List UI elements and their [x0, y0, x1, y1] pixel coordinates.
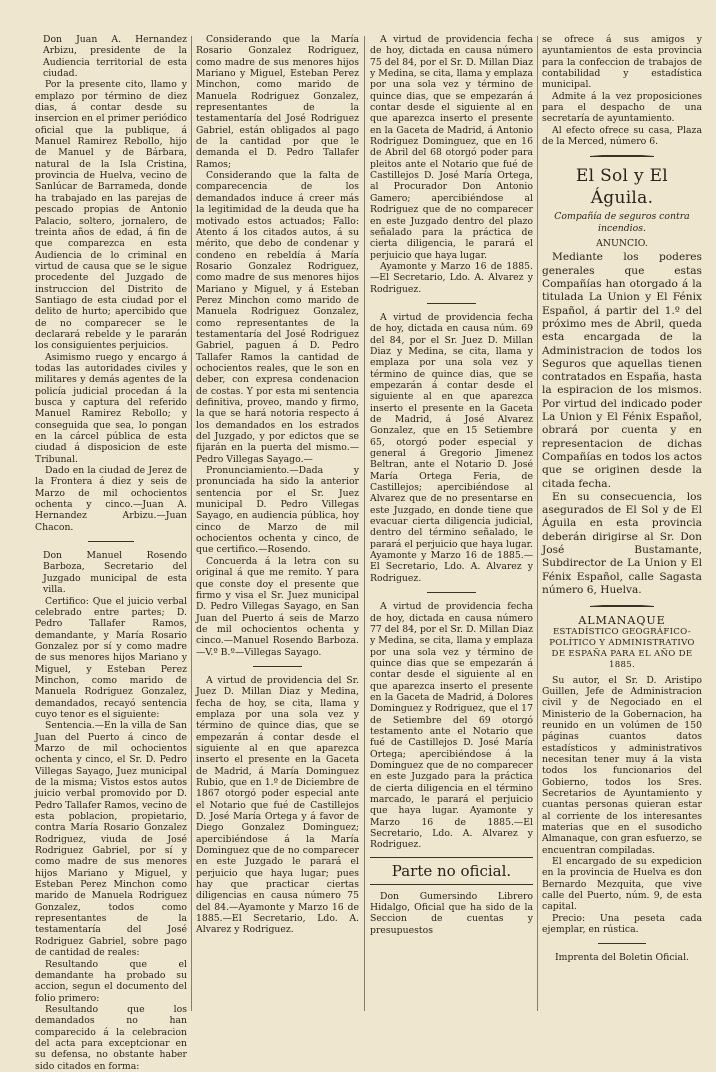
- paragraph: Don Gumersindo Librero Hidalgo, Oficial que ha sido de la Seccion de cuentas y presupuestos: [370, 890, 533, 936]
- column-4: [542, 34, 702, 1016]
- paragraph: Sentencia.—En la villa de San Juan del Puerto á cinco de Marzo de mil ochocientos ochenta y cinco, el Sr. D. Pedro Villegas Sayago, Juez municipal de la misma; Vistos estos autos juicio verbal promovido por D. Pedro Tallafer Ramos, vecino de esta poblacion, propietario, contra María Rosario Gonzalez Rodriguez, viuda de José Rodriguez Gabriel, por sí y como madre de sus menores hijos Mariano y Miguel, y Esteban Perez Minchon como marido de Manuela Rodriguez Gonzalez, todos como representantes de la testamentaría del José Rodriguez Gabriel, sobre pago de cantidad de reales:: [35, 720, 187, 959]
- section-title-parte-no-oficial: Parte no oficial.: [370, 857, 533, 885]
- paragraph: Considerando que la falta de comparecencia de los demandados induce á creer más la legitimidad de la deuda que ha motivado estos actuados; Fallo: Atento á los citados autos, á su mérito, que debo de condenar y condeno en rebeldía á María Rosario Gonzalez Rodriguez, como madre de sus menores hijos Mariano y Miguel, y á Esteban Perez Minchon como marido de Manuela Rodriguez Gonzalez, como representantes de la testamentaría del José Rodriguez Gabriel, paguen á D. Pedro Tallafer Ramos la cantidad de ochocientos reales, que le son en deber, con expresa condenacion de costas. Y por esta mi sentencia definitiva, proveo, mando y firmo, la que se hará notoria respecto á los demandados en los estrados del Juzgado, y por edictos que se fijarán en la puerta del mismo.—Pedro Villegas Sayago.—: [196, 170, 359, 465]
- paragraph: Precio: Una peseta cada ejemplar, en rústica.: [542, 912, 702, 936]
- paragraph: Admite á la vez proposiciones para el despacho de una secretaría de ayuntamiento.: [542, 90, 702, 125]
- almanac-subtitle: ESTADÍSTICO GEOGRÁFICO-POLÍTICO Y ADMINISTRATIVO DE ESPAÑA PARA EL AÑO DE 1885.: [549, 626, 695, 670]
- column-1: [35, 34, 187, 1072]
- paragraph: A virtud de providencia fecha de hoy, dictada en causa núm. 69 del 84, por el Sr. Juez D. Millan Diaz y Medina, se cita, llama y emplaza por una sola vez y término de quince dias, que se empezarán á contar desde el siguiente al en que aparezca inserto el presente en la Gaceta de Madrid, á José Alvarez Gonzalez, que en 15 Setiembre 65, otorgó poder especial y general á Gregorio Jimenez Beltran, ante el Notario D. José María Ortega Feria, de Castillejos; apercibiéndose al Alvarez que de no presentarse en este Juzgado, en donde tiene que evacuar cierta diligencia judicial, dentro del término señalado, le parará el perjuicio que haya lugar. Ayamonte y Marzo 16 de 1885.—El Secretario, Ldo. A. Alvarez y Rodriguez.: [370, 311, 533, 584]
- paragraph: Al efecto ofrece su casa, Plaza de la Merced, número 6.: [542, 124, 702, 148]
- edict-heading: Don Juan A. Hernandez Arbizu, presidente de la Audiencia territorial de esta ciudad.: [43, 34, 187, 80]
- column-rule: [364, 36, 365, 1011]
- paragraph: Certifico: Que el juicio verbal celebrado entre partes; D. Pedro Tallafer Ramos, demandante, y María Rosario Gonzalez por sí y como madre de sus menores hijos Mariano y Miguel, y Esteban Perez Minchon, como marido de Manuela Rodriguez Gonzalez, demandados, recayó sentencia cuyo tenor es el siguiente:: [35, 595, 187, 720]
- ad-paragraph: Mediante los poderes generales que estas Compañías han otorgado á la titulada La Union y El Fénix Español, á partir del 1.º del próximo mes de Abril, queda esta encargada de la Administracion de todos los Seguros que aquellas tienen contratados en España, hasta la espiracion de los mismos. Por virtud del indicado poder La Union y El Fénix Español, obrará por cuenta y en representacion de dichas Compañías en todos los actos que se originen desde la citada fecha.: [542, 251, 702, 490]
- paragraph: Su autor, el Sr. D. Aristipo Guillen, Jefe de Administracion civil y de Negociado en el Ministerio de la Gobernacion, ha reunido en un volúmen de 150 páginas cuantos datos estadísticos y administrativos necesitan tener muy á la vista todos los funcionarios del Gobierno, todos los Sres. Secretarios de Ayuntamiento y cuantas personas quieran estar al corriente de los interesantes materias que en el susodicho Almanaque, con gran esfuerzo, se encuentran compiladas.: [542, 674, 702, 856]
- column-3: [370, 34, 533, 1016]
- separator: [590, 155, 654, 157]
- printer-imprint: Imprenta del Boletin Oficial.: [554, 952, 690, 964]
- column-2: [196, 34, 359, 1016]
- separator: [253, 666, 302, 667]
- paragraph: Pronunciamiento.—Dada y pronunciada ha sido la anterior sentencia por el Sr. Juez municipal D. Pedro Villegas Sayago, en audiencia pública, hoy cinco de Marzo de mil ochocientos ochenta y cinco, de que certifico.—Rosendo.: [196, 465, 359, 556]
- paragraph: A virtud de providencia fecha de hoy, dictada en causa número 77 del 84, por el Sr. D. Millan Diaz y Medina, se cita, llama y emplaza por una sola vez y término de quince dias que se empezarán á contar desde el siguiente al en que aparezca inserto el presente en la Gaceta de Madrid, á Dolores Dominguez y Rodriguez, que el 17 de Setiembre del 69 otorgó testamento ante el Notario que fué de Castillejos D. José María Ortega; apercibiéndose á la Dominguez que de no comparecer en este Juzgado para la práctica de cierta diligencia en el término marcado, le parará el perjuicio que haya lugar. Ayamonte y Marzo 16 de 1885.—El Secretario, Ldo. A. Alvarez y Rodriguez.: [370, 601, 533, 851]
- ad-subtitle: Compañía de seguros contra incendios.: [554, 211, 690, 234]
- paragraph: se ofrece á sus amigos y ayuntamientos de esta provincia para la confeccion de trabajos de contabilidad y estadística municipal.: [542, 34, 702, 91]
- paragraph: Considerando que la María Rosario Gonzalez Rodriguez, como madre de sus menores hijos Mariano y Miguel, Esteban Perez Minchon, como marido de Manuela Rodriguez Gonzalez, representantes de la testamentaría del José Rodriguez Gabriel, están obligados al pago de la cantidad por que le demanda el D. Pedro Tallafer Ramos;: [196, 34, 359, 170]
- paragraph: Concuerda á la letra con su original á que me remito. Y para que conste doy el presente que firmo y visa el Sr. Juez municipal D. Pedro Villegas Sayago, en San Juan del Puerto á seis de Marzo de mil ochocientos ochenta y cinco.—Manuel Rosendo Barboza.—V.º B.º—Villegas Sayago.: [196, 555, 359, 658]
- almanac-title: ALMANAQUE: [578, 614, 666, 628]
- separator: [427, 592, 476, 593]
- paragraph: Dado en la ciudad de Jerez de la Frontera á diez y seis de Marzo de mil ochocientos ochenta y cinco.—Juan A. Hernandez Arbizu.—Juan Chacon.: [35, 465, 187, 533]
- paragraph: Ayamonte y Marzo 16 de 1885.—El Secretario, Ldo. A. Alvarez y Rodriguez.: [370, 260, 533, 295]
- paragraph: A virtud de providencia del Sr. Juez D. Millan Diaz y Medina, fecha de hoy, se cita, llama y emplaza por una sola vez y término de quince dias, que se empezarán á contar desde el siguiente al en que aparezca inserto el presente en la Gaceta de Madrid, á María Dominguez Rubio, que en 1.º de Diciembre de 1867 otorgó poder especial ante el Notario que fué de Castillejos D. José María Ortega y á favor de Diego Gonzalez Dominguez; apercibiéndose á la María Dominguez que de no comparecer en este Juzgado le parará el perjuicio que haya lugar; pues hay que practicar ciertas diligencias en causa número 75 del 84.—Ayamonte y Marzo 16 de 1885.—El Secretario, Ldo. A. Alvarez y Rodriguez.: [196, 674, 359, 936]
- ad-paragraph: En su consecuencia, los asegurados de El Sol y de El Águila en esta provincia deberán dirigirse al Sr. Don José Bustamante, Subdirector de La Union y El Fénix Español, calle Sagasta número 6, Huelva.: [542, 490, 702, 596]
- separator: [598, 943, 646, 944]
- paragraph: Asimismo ruego y encargo á todas las autoridades civiles y militares y demás agentes de la policía judicial procedan á la busca y captura del referido Manuel Ramirez Rebollo; y conseguida que sea, lo pongan en la cárcel pública de esta ciudad á disposicion de este Tribunal.: [35, 351, 187, 465]
- paragraph: Por la presente cito, llamo y emplazo por término de diez dias, á contar desde su insercion en el primer periódico oficial que la publique, á Manuel Ramirez Rebollo, hijo de Manuel y de Bárbara, natural de la Isla Cristina, provincia de Huelva, vecino de Sanlúcar de Barrameda, donde ha trabajado en las parejas de pescado propias de Antonio Palacio, soltero, jornalero, de treinta años de edad, á fin de que comparezca en esta Audiencia de lo criminal en virtud de causa que se le sigue procedente del Juzgado de instruccion del Distrito de Santiago de esta ciudad por el delito de hurto; apercibido que de no comparecer se le declarará rebelde y le pararán los consiguientes perjuicios.: [35, 79, 187, 352]
- ad-heading: ANUNCIO.: [596, 238, 648, 250]
- ad-title: El Sol y El Águila.: [575, 166, 669, 209]
- paragraph: Resultando que el demandante ha probado su accion, segun el documento del folio primero:: [35, 958, 187, 1004]
- separator: [88, 541, 134, 542]
- column-rule: [191, 36, 192, 1011]
- paragraph: A virtud de providencia fecha de hoy, dictada en causa número 75 del 84, por el Sr. D. Millan Diaz y Medina, se cita, llama y emplaza por una sola vez y término de quince dias, que se empezarán á contar desde el siguiente al en que aparezca inserto el presente en la Gaceta de Madrid, á Antonio Rodriguez Dominguez, que en 16 de Abril del 68 otorgó poder para pleitos ante el Notario que fué de Castillejos D. José María Ortega, al Procurador Don Antonio Gamero; apercibiéndose al Rodriguez que de no comparecer en este Juzgado dentro del plazo señalado para la práctica de cierta diligencia, le parará el perjuicio que haya lugar.: [370, 34, 533, 261]
- column-rule: [537, 36, 538, 1011]
- separator: [427, 303, 476, 304]
- separator: [590, 605, 654, 607]
- paragraph: El encargado de su expedicion en la provincia de Huelva es don Bernardo Mezquita, que vive calle del Puerto, núm. 9, de esta capital.: [542, 856, 702, 913]
- paragraph: Resultando que los demandados no han comparecido á la celebracion del acta para exceptcionar en su defensa, no obstante haber sido citados en forma:: [35, 1003, 187, 1072]
- edict-heading: Don Manuel Rosendo Barboza, Secretario del Juzgado municipal de esta villa.: [43, 550, 187, 596]
